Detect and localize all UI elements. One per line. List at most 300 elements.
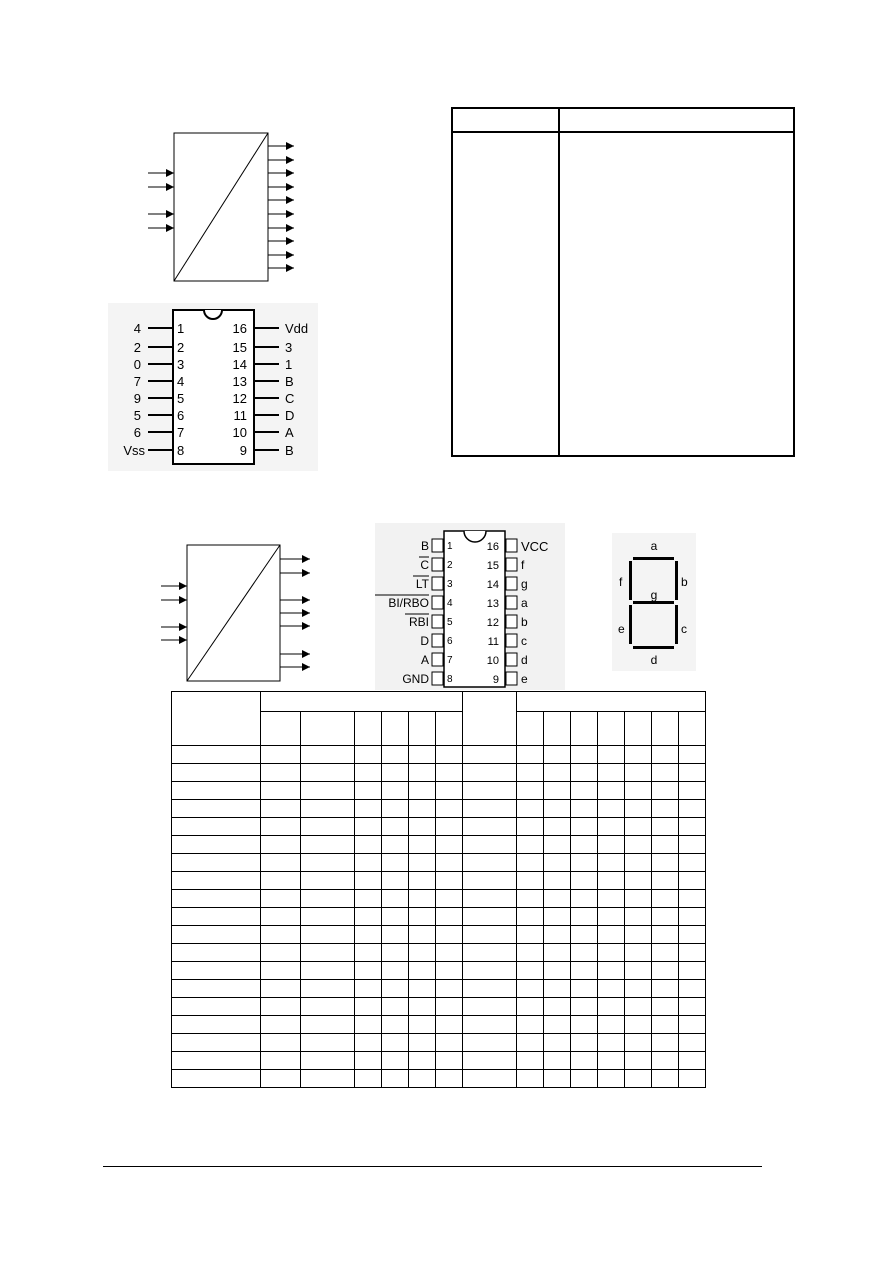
table-cell [598,872,625,890]
table-cell [382,944,409,962]
decoder-pin-left-5 [134,391,184,406]
table-cell [625,818,652,836]
table-cell [301,872,355,890]
svg-text:VCC: VCC [521,539,549,554]
table-cell [355,908,382,926]
decoder-pin-left-4 [134,374,184,389]
table-cell [261,1016,301,1034]
driver-pin-left-1 [421,539,453,553]
table-row [172,836,706,854]
decoder-pin-right-16 [233,321,309,336]
svg-text:D: D [285,408,295,423]
table-cell [261,764,301,782]
table-cell [517,1034,544,1052]
table-cell [517,872,544,890]
svg-text:16: 16 [486,541,499,553]
table-cell [409,998,436,1016]
table-cell [679,926,706,944]
table-cell [544,746,571,764]
driver-pin-right-13 [487,596,528,610]
svg-text:LT: LT [415,577,429,591]
table-cell [436,836,463,854]
table-cell [679,746,706,764]
table-cell [571,944,598,962]
table-cell [436,746,463,764]
table-row [172,782,706,800]
table-cell [409,872,436,890]
table-row [172,1016,706,1034]
table-row [172,800,706,818]
table-cell [571,890,598,908]
svg-text:10: 10 [486,655,499,667]
table-cell [625,962,652,980]
svg-text:3: 3 [177,357,185,372]
svg-text:3: 3 [447,579,453,590]
table-cell [679,1034,706,1052]
table-cell [625,890,652,908]
table-cell [625,980,652,998]
truth-table-header-inputs [261,692,463,712]
table-cell [544,926,571,944]
table-cell [463,926,517,944]
table-cell [598,782,625,800]
table-cell [436,998,463,1016]
table-cell [652,908,679,926]
segment-label-f: f [619,575,623,589]
svg-text:A: A [285,425,294,440]
table-cell [652,1016,679,1034]
table-cell [355,818,382,836]
table-cell [625,746,652,764]
table-cell [463,962,517,980]
table-cell [172,782,261,800]
svg-text:4: 4 [447,598,453,609]
table-cell [571,908,598,926]
table-cell [625,836,652,854]
table-row [172,998,706,1016]
table-cell [598,818,625,836]
table-cell [625,1070,652,1088]
driver-pin-left-4 [375,595,453,610]
svg-text:6: 6 [447,636,453,647]
table-cell [517,998,544,1016]
driver-pin-right-16 [487,539,549,554]
truth-table-header-cell [436,712,463,746]
svg-text:B: B [420,539,429,553]
table-cell [679,998,706,1016]
table-cell [409,1016,436,1034]
truth-table-empty [171,691,706,1088]
table-cell [436,800,463,818]
table-cell [261,962,301,980]
table-cell [172,746,261,764]
driver-pin-right-15 [487,558,525,572]
driver-pin-left-2 [419,557,453,572]
table-cell [517,746,544,764]
table-cell [625,998,652,1016]
table-cell [463,980,517,998]
table-cell [355,872,382,890]
table-cell [625,782,652,800]
table-cell [598,926,625,944]
table-cell [625,854,652,872]
table-cell [517,908,544,926]
table-cell [652,818,679,836]
table-cell [544,1016,571,1034]
svg-text:7: 7 [177,425,185,440]
table-cell [679,1070,706,1088]
svg-text:Vss: Vss [123,443,145,458]
table-cell [355,944,382,962]
table-cell [172,872,261,890]
segment-a [633,557,674,560]
table-cell [172,962,261,980]
table-cell [301,818,355,836]
table-cell [436,980,463,998]
table-cell [652,962,679,980]
table-cell [679,800,706,818]
table-cell [544,890,571,908]
table-cell [261,998,301,1016]
table-cell [625,872,652,890]
table-cell [517,890,544,908]
table-cell [571,854,598,872]
truth-table-header-cell [409,712,436,746]
table-cell [463,998,517,1016]
table-cell [679,1016,706,1034]
table-cell [261,926,301,944]
truth-table-header-cell [301,712,355,746]
table-cell [172,800,261,818]
driver-input-arrows [161,582,187,644]
table-cell [172,980,261,998]
svg-text:11: 11 [233,408,247,423]
table-cell [598,962,625,980]
truth-table-header-cell [172,692,261,746]
table-cell [679,944,706,962]
table-cell [382,1052,409,1070]
table-cell [382,890,409,908]
table-cell [517,818,544,836]
table-cell [652,854,679,872]
table-cell [625,1034,652,1052]
table-cell [409,854,436,872]
svg-text:9: 9 [133,391,141,406]
table-cell [571,818,598,836]
table-cell [172,890,261,908]
segment-label-e: e [618,622,625,636]
table-cell [598,746,625,764]
table-cell [301,1016,355,1034]
table-cell [355,800,382,818]
truth-table-header-outputs [517,692,706,712]
table-cell [355,1016,382,1034]
table-cell [355,1034,382,1052]
driver-block-diagonal [187,545,280,681]
table-cell [652,800,679,818]
table-cell [436,944,463,962]
driver-ic-pinout [375,523,565,690]
decoder-block-diagonal [174,133,268,281]
table-cell [261,854,301,872]
table-cell [679,872,706,890]
table-cell [463,1016,517,1034]
table-cell [355,926,382,944]
table-cell [301,980,355,998]
segment-c [675,605,678,644]
table-cell [463,1070,517,1088]
svg-text:9: 9 [239,443,247,458]
table-cell [598,854,625,872]
table-cell [571,836,598,854]
table-cell [571,800,598,818]
table-cell [382,998,409,1016]
table-cell [436,1016,463,1034]
table-cell [544,998,571,1016]
table-cell [301,746,355,764]
table-cell [409,962,436,980]
table-cell [301,908,355,926]
table-cell [382,980,409,998]
table-cell [571,980,598,998]
svg-text:BI/RBO: BI/RBO [388,596,429,610]
table-cell [544,1052,571,1070]
segment-e [629,605,632,644]
svg-text:1: 1 [447,541,453,552]
table-cell [598,980,625,998]
table-row [172,872,706,890]
table-cell [652,746,679,764]
table-cell [172,854,261,872]
decoder-block-symbol [140,128,300,286]
truth-table-header-cell [544,712,571,746]
svg-text:8: 8 [177,443,185,458]
table-cell [436,872,463,890]
svg-text:RBI: RBI [408,615,429,629]
decoder-pin-left-7 [134,425,184,440]
table-cell [172,764,261,782]
table-cell [463,782,517,800]
decoder-pin-right-11 [234,408,295,423]
table-cell [679,890,706,908]
table-cell [261,980,301,998]
table-cell [301,1052,355,1070]
decoder-pin-right-13 [233,374,294,389]
table-cell [652,998,679,1016]
decoder-ic-pinout [108,303,318,471]
table-cell [571,962,598,980]
decoder-pin-left-6 [134,408,184,423]
svg-text:2: 2 [177,340,185,355]
svg-text:2: 2 [133,340,141,355]
table-cell [571,782,598,800]
svg-text:5: 5 [447,617,453,628]
truth-table-header-row-1 [172,692,706,712]
svg-text:f: f [521,558,525,572]
driver-pin-right-11 [488,634,527,648]
table-cell [172,818,261,836]
truth-table-header-cell [625,712,652,746]
table-row [172,1070,706,1088]
table-cell [598,890,625,908]
table-cell [652,1052,679,1070]
table-row [172,944,706,962]
decoder-pin-left-2 [134,340,184,355]
table-row [172,980,706,998]
table-cell [355,890,382,908]
svg-text:g: g [521,577,528,591]
svg-text:12: 12 [232,391,247,406]
table-cell [544,944,571,962]
table-cell [382,926,409,944]
table-cell [517,926,544,944]
driver-pin-right-12 [487,615,528,629]
table-cell [261,890,301,908]
svg-text:14: 14 [486,579,499,591]
table-cell [261,836,301,854]
table-cell [463,908,517,926]
table-row [172,1052,706,1070]
svg-text:15: 15 [232,340,247,355]
table-cell [598,836,625,854]
table-cell [172,998,261,1016]
table-cell [301,944,355,962]
svg-text:13: 13 [486,598,499,610]
table-cell [625,1052,652,1070]
table-cell [571,872,598,890]
decoder-pin-right-12 [233,391,295,406]
table-cell [463,764,517,782]
table-cell [382,782,409,800]
svg-text:1: 1 [177,321,185,336]
table-cell [261,800,301,818]
table-cell [409,782,436,800]
table-cell [301,998,355,1016]
table-cell [598,1034,625,1052]
table-cell [301,764,355,782]
table-cell [463,890,517,908]
table-cell [517,962,544,980]
table-cell [598,1052,625,1070]
table-cell [382,836,409,854]
truth-table-header-cell [382,712,409,746]
decoder-pin-left-3 [134,357,184,372]
svg-text:9: 9 [492,674,499,686]
svg-text:c: c [521,634,527,648]
table-cell [436,1052,463,1070]
table-cell [355,1070,382,1088]
seven-segment-display [612,533,696,671]
table-cell [301,1070,355,1088]
table-cell [598,764,625,782]
table-cell [355,854,382,872]
segment-label-d: d [650,653,658,667]
table-cell [679,908,706,926]
table-cell [517,836,544,854]
table-cell [544,1070,571,1088]
table-cell [436,890,463,908]
table-cell [598,800,625,818]
table-cell [301,1034,355,1052]
function-table-column-divider [558,109,560,455]
table-cell [382,962,409,980]
table-cell [382,1034,409,1052]
table-cell [517,1070,544,1088]
svg-text:B: B [285,374,294,389]
svg-text:5: 5 [133,408,141,423]
table-cell [261,746,301,764]
svg-text:2: 2 [447,560,453,571]
table-cell [463,836,517,854]
driver-pin-right-9 [493,672,528,686]
decoder-output-arrows [268,142,294,272]
table-cell [261,872,301,890]
table-cell [598,1016,625,1034]
table-cell [382,908,409,926]
table-cell [355,1052,382,1070]
svg-text:5: 5 [177,391,185,406]
table-cell [463,872,517,890]
svg-text:0: 0 [133,357,141,372]
truth-table-header-cell [261,712,301,746]
table-cell [544,854,571,872]
table-cell [463,746,517,764]
footer-rule [103,1166,762,1167]
table-cell [571,1016,598,1034]
function-table-header-row [453,109,793,133]
table-cell [436,1070,463,1088]
svg-text:12: 12 [486,617,499,629]
table-cell [355,962,382,980]
table-cell [301,854,355,872]
table-cell [652,926,679,944]
table-cell [436,782,463,800]
table-row [172,908,706,926]
table-cell [598,1070,625,1088]
table-cell [544,908,571,926]
table-cell [261,944,301,962]
svg-text:b: b [521,615,528,629]
driver-block-symbol [150,540,320,685]
table-cell [436,926,463,944]
table-cell [652,764,679,782]
driver-pin-left-6 [420,634,453,648]
table-cell [571,1034,598,1052]
truth-table-header-cell [355,712,382,746]
table-cell [301,800,355,818]
svg-text:14: 14 [232,357,247,372]
table-cell [436,1034,463,1052]
segment-d [633,646,674,649]
table-cell [355,746,382,764]
table-cell [436,908,463,926]
table-cell [382,818,409,836]
segment-f [629,561,632,600]
table-cell [571,746,598,764]
table-cell [301,782,355,800]
table-row [172,764,706,782]
table-cell [409,908,436,926]
table-cell [409,764,436,782]
table-cell [571,998,598,1016]
decoder-pin-right-10 [233,425,294,440]
table-cell [172,1016,261,1034]
table-cell [625,944,652,962]
driver-pin-left-3 [413,576,453,591]
table-cell [625,764,652,782]
table-cell [261,782,301,800]
table-cell [172,926,261,944]
